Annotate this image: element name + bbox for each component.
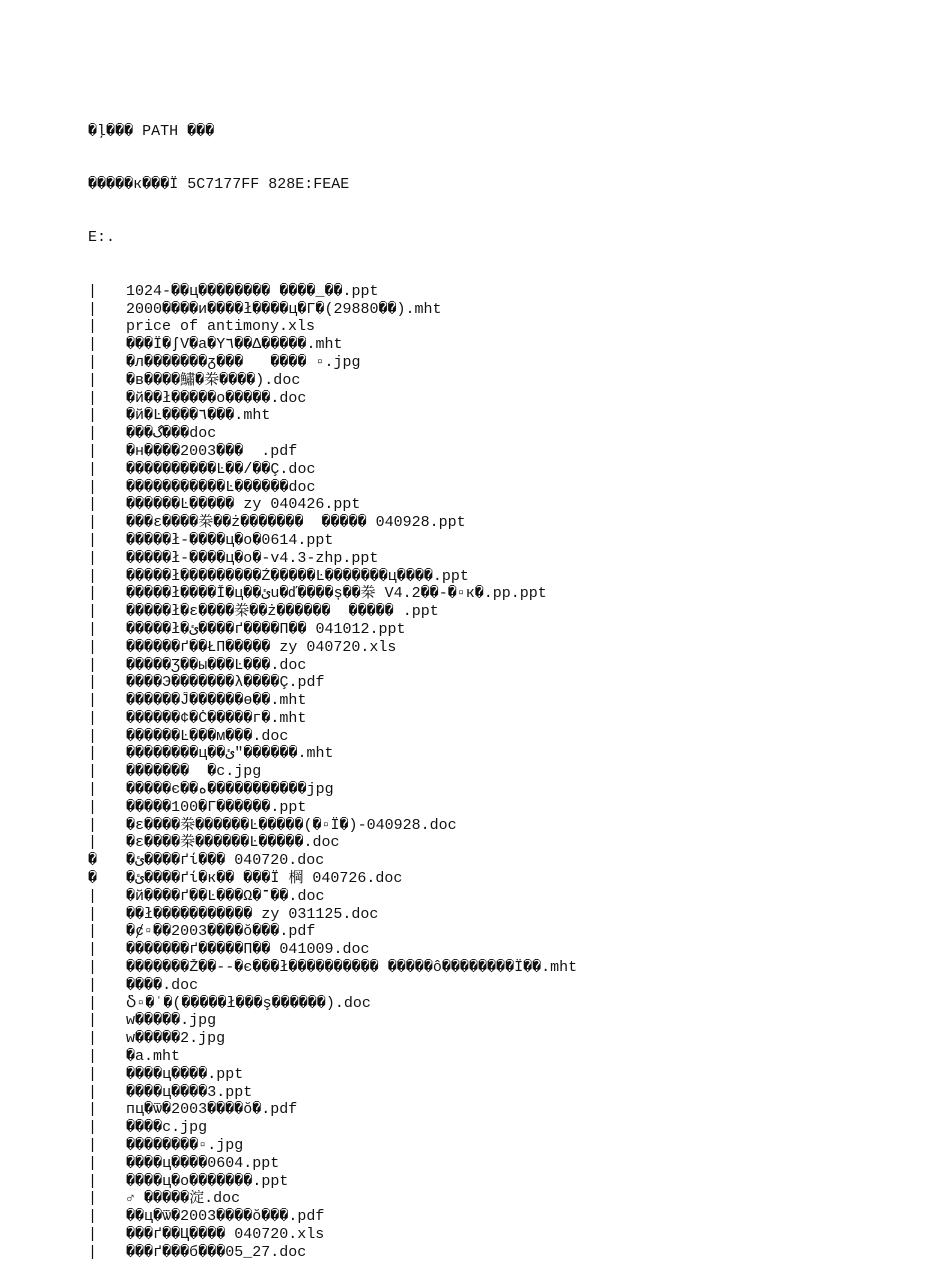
- file-name: �����ł-����ц�о�-v4.3-zhp.ppt: [126, 549, 379, 567]
- tree-branch-marker: |: [88, 336, 98, 354]
- file-name: �ئ����ґί��� 040720.doc: [126, 852, 325, 870]
- file-entry: [88, 941, 928, 959]
- file-name: �����ł-����ц�о�0614.ppt: [126, 531, 334, 549]
- file-name: ���ε����桊��ż������� ����� 040928.ppt: [126, 514, 466, 532]
- tree-branch-marker: |: [88, 887, 98, 905]
- tree-branch-marker: |: [88, 994, 98, 1012]
- file-name: �������Ž��--�є���ł���������� �����ô��������Ϊ��.mht: [126, 959, 578, 977]
- file-entry: [88, 1066, 928, 1084]
- file-entry: [88, 906, 928, 924]
- tree-branch-marker: |: [88, 442, 98, 460]
- file-name: ������Ŀ���м���.doc: [126, 727, 289, 745]
- file-entry: [88, 372, 928, 390]
- file-name: �в����鱐�桊����).doc: [126, 371, 301, 389]
- file-name: �ε����桊������Ŀ�����(�▫Ϊ�)-040928.doc: [126, 816, 457, 834]
- file-entry: [88, 1012, 928, 1030]
- file-name: ♂ �����淀.doc: [126, 1190, 241, 1208]
- file-name: ��ц�ѿ�2003����ŏ���.pdf: [126, 1208, 325, 1226]
- tree-branch-marker: |: [88, 674, 98, 692]
- tree-branch-marker: |: [88, 1065, 98, 1083]
- tree-branch-marker: |: [88, 941, 98, 959]
- file-name: ��������▫.jpg: [126, 1137, 244, 1155]
- directory-tree-listing: [88, 87, 928, 1279]
- tree-branch-marker: |: [88, 1119, 98, 1137]
- tree-branch-marker: |: [88, 371, 98, 389]
- file-name: �й����ґ��Ŀ���Ω�־��.doc: [126, 887, 325, 905]
- tree-branch-marker: |: [88, 496, 98, 514]
- file-name: �����є��ه�����������jpg: [126, 781, 334, 799]
- file-name: Ⴢ▫�ˈ�(�����ł���ş������).doc: [126, 994, 371, 1012]
- tree-branch-marker: |: [88, 692, 98, 710]
- tree-branch-marker: |: [88, 1030, 98, 1048]
- tree-branch-marker: |: [88, 514, 98, 532]
- tree-branch-marker: �: [88, 852, 98, 870]
- file-entry: [88, 425, 928, 443]
- file-name: ������� �c.jpg: [126, 763, 262, 781]
- file-entry: [88, 1101, 928, 1119]
- file-name: �л�������ᵹ��� ���� ▫.jpg: [126, 353, 361, 371]
- file-entry: [88, 514, 928, 532]
- file-name: 1024-��ц�������� ����_��.ppt: [126, 282, 379, 300]
- file-entry: [88, 496, 928, 514]
- file-entry: [88, 390, 928, 408]
- tree-branch-marker: |: [88, 1190, 98, 1208]
- file-name: �����100�Г������.ppt: [126, 798, 307, 816]
- file-entry: [88, 781, 928, 799]
- file-name: �����ł�ئ����ґ����П�� 041012.ppt: [126, 620, 406, 638]
- file-name: ����ц����.ppt: [126, 1065, 244, 1083]
- file-entry: [88, 532, 928, 550]
- file-name: ������Ĵ������ө��.mht: [126, 692, 307, 710]
- tree-branch-marker: |: [88, 798, 98, 816]
- file-entry: [88, 852, 928, 870]
- file-name: ����c.jpg: [126, 1119, 208, 1137]
- tree-branch-marker: |: [88, 478, 98, 496]
- file-entry: [88, 354, 928, 372]
- tree-branch-marker: |: [88, 460, 98, 478]
- tree-branch-marker: |: [88, 638, 98, 656]
- file-entry: [88, 763, 928, 781]
- tree-branch-marker: |: [88, 727, 98, 745]
- tree-branch-marker: |: [88, 1012, 98, 1030]
- tree-branch-marker: �: [88, 870, 98, 888]
- file-name: ����ц����0604.ppt: [126, 1154, 280, 1172]
- tree-branch-marker: |: [88, 425, 98, 443]
- tree-branch-marker: |: [88, 585, 98, 603]
- file-name: �ئ����ґί�к�� ���Ϊ 棡 040726.doc: [126, 870, 403, 888]
- file-entry: [88, 318, 928, 336]
- file-entry: [88, 550, 928, 568]
- file-name: ���Ϊ�ʃV�a�Y٦��Δ�����.mht: [126, 336, 343, 354]
- tree-branch-marker: |: [88, 1226, 98, 1243]
- tree-branch-marker: |: [88, 549, 98, 567]
- file-name: ��ł����������� zy 031125.doc: [126, 905, 379, 923]
- file-entry: [88, 959, 928, 977]
- file-name: пц�ѿ�2003����ŏ�.pdf: [126, 1101, 298, 1119]
- tree-branch-marker: |: [88, 318, 98, 336]
- tree-branch-marker: |: [88, 781, 98, 799]
- file-entry: [88, 995, 928, 1013]
- file-entry: [88, 443, 928, 461]
- file-name: ���ґ���б���05_27.doc: [126, 1243, 307, 1261]
- tree-branch-marker: |: [88, 1048, 98, 1066]
- tree-branch-marker: |: [88, 300, 98, 318]
- tree-branch-marker: |: [88, 389, 98, 407]
- file-name: �ȼ▫��2003����ŏ���.pdf: [126, 923, 316, 941]
- tree-branch-marker: |: [88, 282, 98, 300]
- file-name: ����Э�������λ����Ç.pdf: [126, 674, 325, 692]
- file-entry: [88, 1244, 928, 1262]
- tree-branch-marker: |: [88, 353, 98, 371]
- file-entry: [88, 728, 928, 746]
- tree-branch-marker: |: [88, 1101, 98, 1119]
- file-entry: [88, 745, 928, 763]
- file-entry: [88, 1084, 928, 1102]
- tree-branch-marker: |: [88, 905, 98, 923]
- file-name: ����.doc: [126, 976, 199, 994]
- tree-branch-marker: |: [88, 1083, 98, 1101]
- file-entry: [88, 657, 928, 675]
- file-name: �����ł���������Ź�����Ŀ�������ц����.ppt: [126, 567, 469, 585]
- file-name: ����������Ŀ��/��Ç.doc: [126, 460, 316, 478]
- file-entry: [88, 407, 928, 425]
- file-entry: [88, 1155, 928, 1173]
- file-name: ������Ŀ����� zy 040426.ppt: [126, 496, 361, 514]
- file-entry: [88, 799, 928, 817]
- tree-branch-marker: |: [88, 656, 98, 674]
- file-entry: [88, 1208, 928, 1226]
- tree-branch-marker: |: [88, 567, 98, 585]
- file-name: �н����2003��� .pdf: [126, 442, 298, 460]
- file-entry: [88, 1173, 928, 1191]
- tree-branch-marker: |: [88, 1208, 98, 1226]
- file-name: ������ґ��ŁП����� zy 040720.xls: [126, 638, 397, 656]
- file-entry: [88, 585, 928, 603]
- tree-branch-marker: |: [88, 816, 98, 834]
- tree-branch-marker: |: [88, 531, 98, 549]
- file-entry: [88, 674, 928, 692]
- tree-branch-marker: |: [88, 923, 98, 941]
- file-name: �й�Ŀ����٦���.mht: [126, 407, 271, 425]
- file-name: ��������ц��ئ″������.mht: [126, 745, 334, 763]
- file-entry: [88, 336, 928, 354]
- tree-branch-marker: |: [88, 745, 98, 763]
- file-entry: [88, 603, 928, 621]
- file-entry: [88, 977, 928, 995]
- tree-branch-marker: |: [88, 603, 98, 621]
- file-entry: [88, 479, 928, 497]
- tree-branch-marker: |: [88, 976, 98, 994]
- root-path: E:.: [88, 229, 116, 247]
- file-entry: [88, 461, 928, 479]
- file-entry: [88, 621, 928, 639]
- file-entry: [88, 692, 928, 710]
- tree-branch-marker: |: [88, 763, 98, 781]
- file-entry: [88, 1137, 928, 1155]
- tree-branch-marker: |: [88, 407, 98, 425]
- file-entry: [88, 1048, 928, 1066]
- file-entry: [88, 923, 928, 941]
- tree-branch-marker: |: [88, 834, 98, 852]
- file-name: �ε����桊������Ŀ�����.doc: [126, 834, 340, 852]
- file-name: ���ґ��Ц���� 040720.xls: [126, 1226, 325, 1243]
- file-name: ����ц�о�������.ppt: [126, 1172, 289, 1190]
- file-name: price of antimony.xls: [126, 318, 316, 336]
- tree-branch-marker: |: [88, 1172, 98, 1190]
- tree-branch-marker: |: [88, 959, 98, 977]
- file-name: w�����.jpg: [126, 1012, 217, 1030]
- file-entry: [88, 639, 928, 657]
- volume-label-line: �ļ��� PATH ���: [88, 122, 215, 140]
- file-entry: [88, 1119, 928, 1137]
- file-name: ������¢�Ċ�����г�.mht: [126, 709, 307, 727]
- file-entry: [88, 870, 928, 888]
- tree-branch-marker: |: [88, 709, 98, 727]
- tree-branch-marker: |: [88, 1154, 98, 1172]
- file-entry: [88, 1190, 928, 1208]
- file-name: �����ł�ε����桊��ż������ ����� .ppt: [126, 603, 439, 621]
- file-entry: [88, 568, 928, 586]
- file-entry: [88, 710, 928, 728]
- volume-serial-line: �����к���Ϊ 5C7177FF 828E:FEAE: [88, 175, 350, 193]
- file-entry: [88, 1226, 928, 1244]
- file-entry: [88, 888, 928, 906]
- file-name: w�����2.jpg: [126, 1030, 226, 1048]
- file-name: �����������Ŀ������doc: [126, 478, 316, 496]
- tree-branch-marker: |: [88, 1243, 98, 1261]
- file-name: �a.mht: [126, 1048, 181, 1066]
- file-entry: [88, 301, 928, 319]
- file-list: [88, 283, 928, 1262]
- file-name: �������ґ�����П�� 041009.doc: [126, 941, 370, 959]
- file-entry: [88, 817, 928, 835]
- file-entry: [88, 283, 928, 301]
- file-entry: [88, 834, 928, 852]
- file-entry: [88, 1030, 928, 1048]
- file-name: �����Ʒ��ы���Ŀ���.doc: [126, 656, 307, 674]
- file-name: �й��ł�����о�����.doc: [126, 389, 307, 407]
- file-name: 2000����и����ł����ц�Г�(29880��).mht: [126, 300, 442, 318]
- file-name: ���گ���doc: [126, 425, 217, 443]
- file-name: �����ł����Ĭ�ц��ئu�ď����ș��桊 V4.2��-�▫к�.pp.ppt: [126, 585, 547, 603]
- tree-branch-marker: |: [88, 1137, 98, 1155]
- tree-branch-marker: |: [88, 620, 98, 638]
- file-name: ����ц����3.ppt: [126, 1083, 253, 1101]
